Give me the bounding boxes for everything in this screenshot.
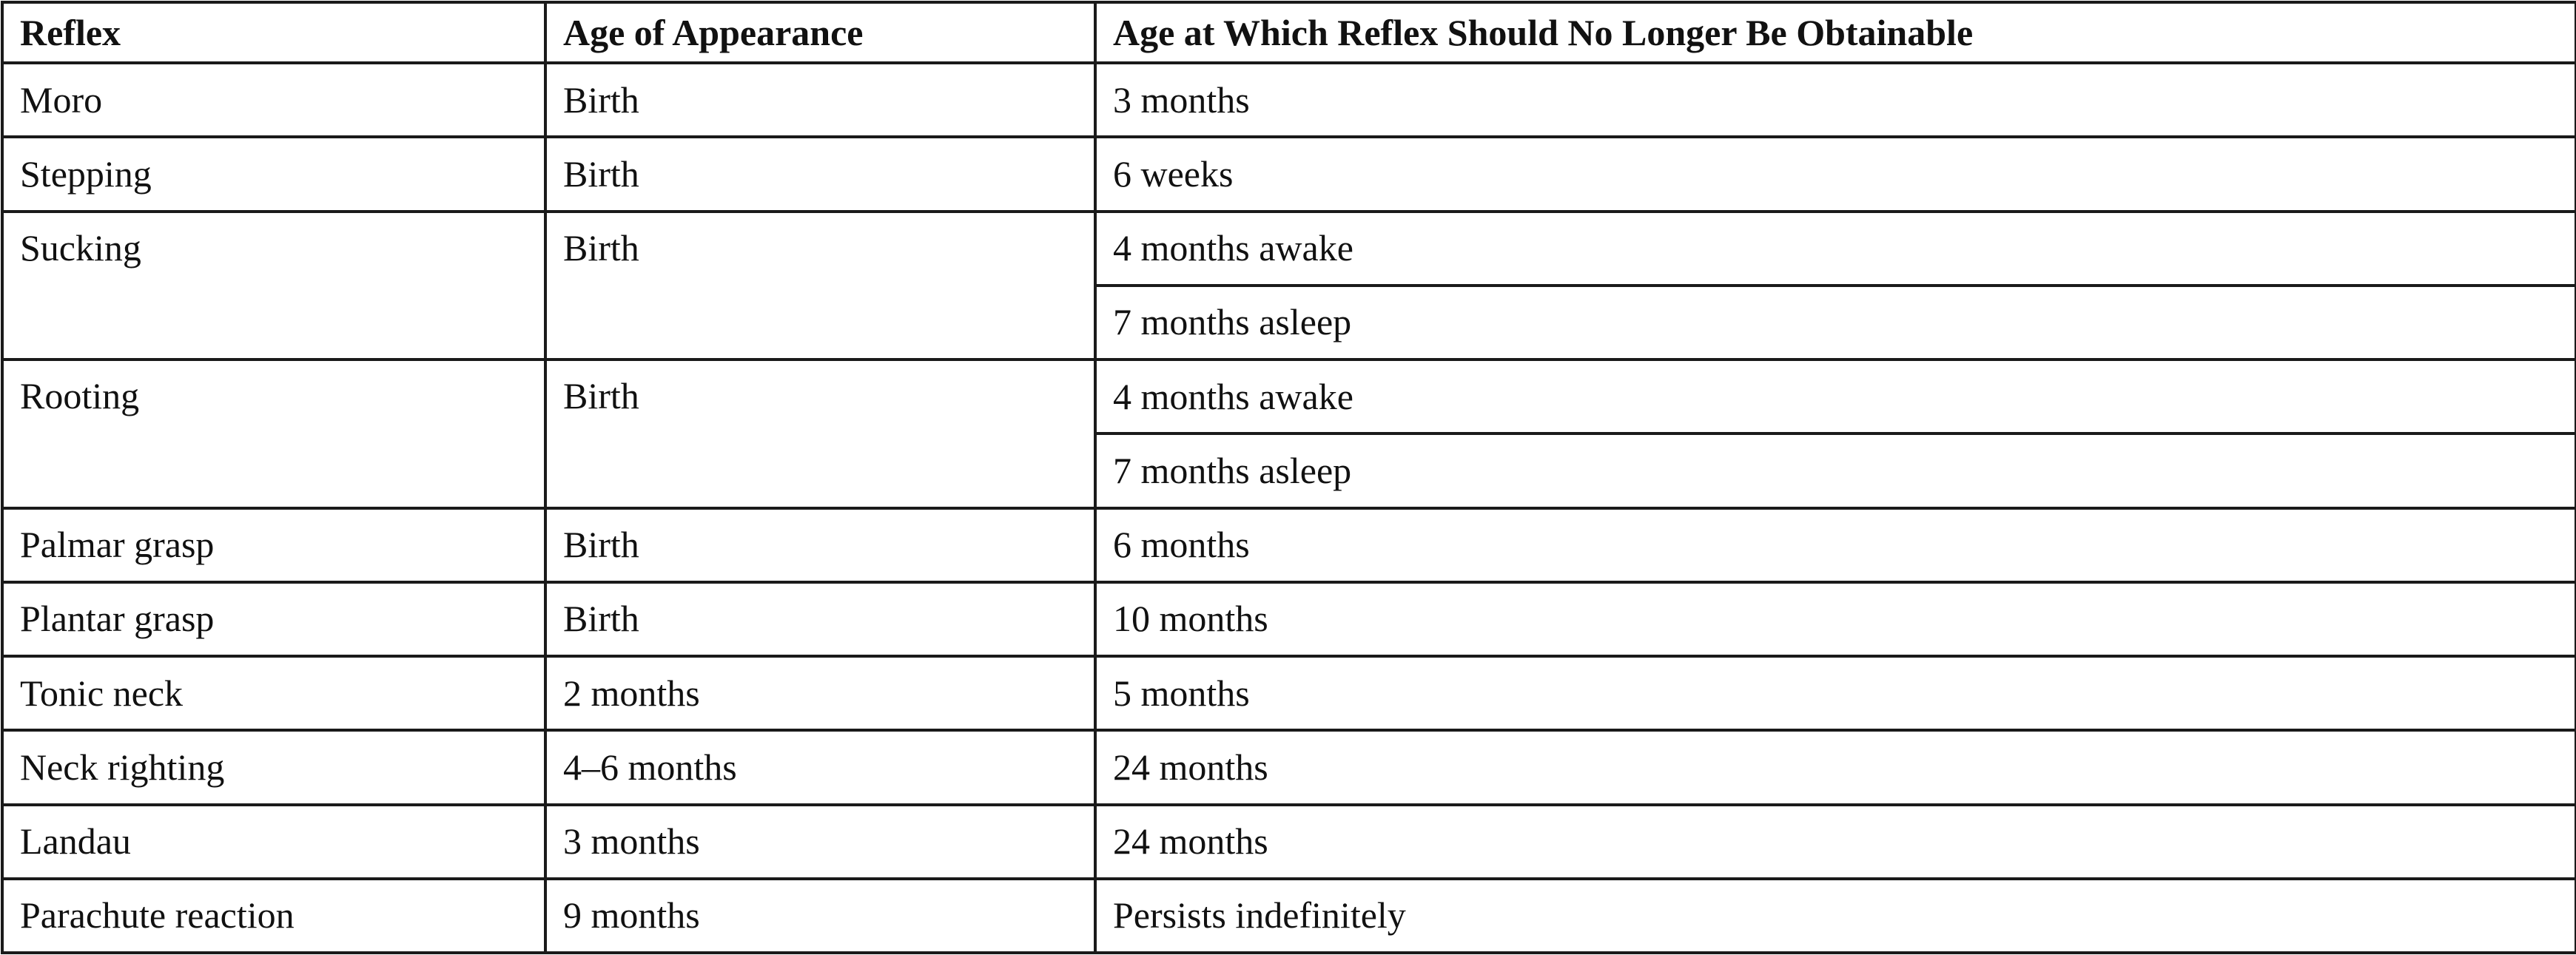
appearance-cell: 9 months	[545, 879, 1095, 953]
no-longer-cell: 24 months	[1095, 805, 2576, 879]
reflex-table	[1, 1, 2576, 954]
no-longer-cell: 24 months	[1095, 730, 2576, 804]
table-row	[2, 730, 2576, 804]
no-longer-cell: 10 months	[1095, 582, 2576, 656]
reflex-cell: Sucking	[2, 212, 545, 360]
table-row	[2, 805, 2576, 879]
no-longer-cell: 5 months	[1095, 656, 2576, 730]
table-row	[2, 63, 2576, 137]
no-longer-cell: 7 months asleep	[1095, 433, 2576, 507]
appearance-cell: Birth	[545, 582, 1095, 656]
no-longer-cell: 6 weeks	[1095, 137, 2576, 211]
header-row	[2, 2, 2576, 63]
table-row	[2, 656, 2576, 730]
header-reflex: Reflex	[2, 2, 545, 63]
appearance-cell: Birth	[545, 212, 1095, 360]
reflex-cell: Stepping	[2, 137, 545, 211]
table-row	[2, 212, 2576, 286]
header-age-no-longer-obtainable: Age at Which Reflex Should No Longer Be Obtainable	[1095, 2, 2576, 63]
table-row	[2, 360, 2576, 433]
no-longer-cell: 4 months awake	[1095, 212, 2576, 286]
no-longer-cell: 4 months awake	[1095, 360, 2576, 433]
no-longer-cell: 3 months	[1095, 63, 2576, 137]
header-age-of-appearance: Age of Appearance	[545, 2, 1095, 63]
appearance-cell: Birth	[545, 63, 1095, 137]
table-row	[2, 137, 2576, 211]
reflex-cell: Moro	[2, 63, 545, 137]
reflex-cell: Parachute reaction	[2, 879, 545, 953]
appearance-cell: Birth	[545, 508, 1095, 582]
reflex-cell: Landau	[2, 805, 545, 879]
reflex-cell: Plantar grasp	[2, 582, 545, 656]
reflex-cell: Palmar grasp	[2, 508, 545, 582]
no-longer-cell: Persists indefinitely	[1095, 879, 2576, 953]
appearance-cell: Birth	[545, 137, 1095, 211]
appearance-cell: 2 months	[545, 656, 1095, 730]
appearance-cell: Birth	[545, 360, 1095, 508]
appearance-cell: 3 months	[545, 805, 1095, 879]
reflex-cell: Rooting	[2, 360, 545, 508]
no-longer-cell: 7 months asleep	[1095, 286, 2576, 360]
table-row	[2, 508, 2576, 582]
table-row	[2, 879, 2576, 953]
appearance-cell: 4–6 months	[545, 730, 1095, 804]
reflex-cell: Neck righting	[2, 730, 545, 804]
reflex-cell: Tonic neck	[2, 656, 545, 730]
table-row	[2, 582, 2576, 656]
no-longer-cell: 6 months	[1095, 508, 2576, 582]
